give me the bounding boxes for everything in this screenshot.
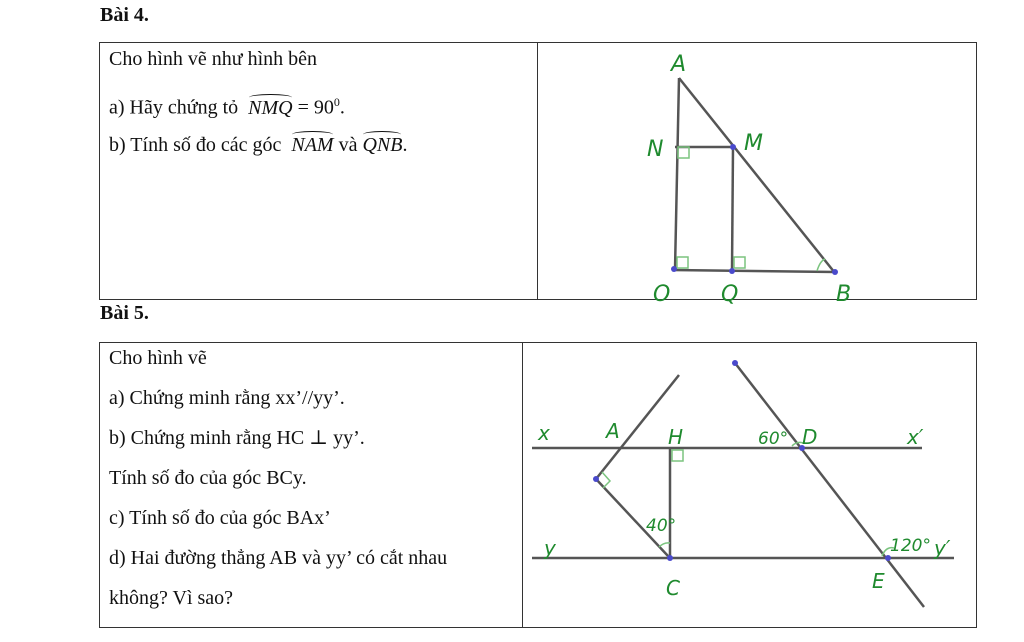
right-angle-q bbox=[734, 257, 745, 268]
angle-nmq: NMQ bbox=[248, 96, 293, 119]
bai5-figure bbox=[522, 343, 978, 633]
line-de bbox=[735, 363, 924, 607]
label-a: A bbox=[606, 419, 620, 443]
point-c bbox=[667, 555, 673, 561]
right-angle-n bbox=[678, 147, 689, 158]
label-60: 60° bbox=[758, 429, 789, 449]
segment-mq bbox=[732, 147, 733, 271]
point-q bbox=[729, 268, 735, 274]
bai4-part-b: b) Tính số đo các góc NAM và QNB. bbox=[109, 134, 408, 156]
label-a: A bbox=[671, 52, 687, 77]
point-b bbox=[832, 269, 838, 275]
point-ray-end bbox=[732, 360, 738, 366]
bai4-title: Bài 4. bbox=[100, 4, 149, 26]
label-e: E bbox=[872, 569, 885, 593]
bai5-line-7: không? Vì sao? bbox=[109, 587, 234, 609]
label-q: Q bbox=[721, 282, 739, 307]
angle-nam: NAM bbox=[291, 134, 334, 156]
point-o bbox=[671, 266, 677, 272]
label-h: H bbox=[668, 425, 684, 449]
bai4-intro: Cho hình vẽ như hình bên bbox=[109, 48, 318, 70]
label-n: N bbox=[647, 137, 664, 162]
label-m: M bbox=[744, 131, 763, 156]
point-m bbox=[730, 144, 736, 150]
right-angle-o bbox=[677, 257, 688, 268]
label-y-prime: y′ bbox=[934, 536, 951, 560]
bai5-line-2: a) Chứng minh rằng xx’//yy’. bbox=[109, 387, 345, 409]
right-angle-h bbox=[672, 450, 683, 461]
bai4-figure bbox=[537, 43, 977, 313]
label-x: x bbox=[538, 421, 550, 445]
label-d: D bbox=[802, 425, 818, 449]
bai5-line-6: d) Hai đường thẳng AB và yy’ có cắt nhau bbox=[109, 547, 448, 569]
bai5-line-1: Cho hình vẽ bbox=[109, 347, 207, 369]
angle-mark-c bbox=[659, 543, 670, 547]
segment-ob bbox=[672, 270, 835, 272]
bai5-box bbox=[99, 342, 977, 628]
bai5-title: Bài 5. bbox=[100, 302, 149, 324]
bai4-part-a: a) Hãy chứng tỏ NMQ = $90^0$. bbox=[109, 95, 345, 119]
bai5-line-4: Tính số đo của góc BCy. bbox=[109, 467, 307, 489]
label-c: C bbox=[666, 576, 680, 600]
segment-ao bbox=[675, 78, 679, 270]
label-b: B bbox=[836, 282, 852, 307]
bai4-box bbox=[99, 42, 977, 307]
label-x-prime: x′ bbox=[907, 425, 924, 449]
bai5-line-3: b) Chứng minh rằng HC ⊥ yy’. bbox=[109, 427, 365, 449]
label-y: y bbox=[544, 536, 556, 560]
bai5-line-5: c) Tính số đo của góc BAx’ bbox=[109, 507, 331, 529]
angle-qnb: QNB bbox=[362, 134, 403, 156]
label-40: 40° bbox=[646, 516, 677, 536]
point-b bbox=[593, 476, 599, 482]
segment-ab bbox=[679, 78, 835, 273]
label-o: O bbox=[653, 282, 671, 307]
label-120: 120° bbox=[890, 536, 931, 556]
